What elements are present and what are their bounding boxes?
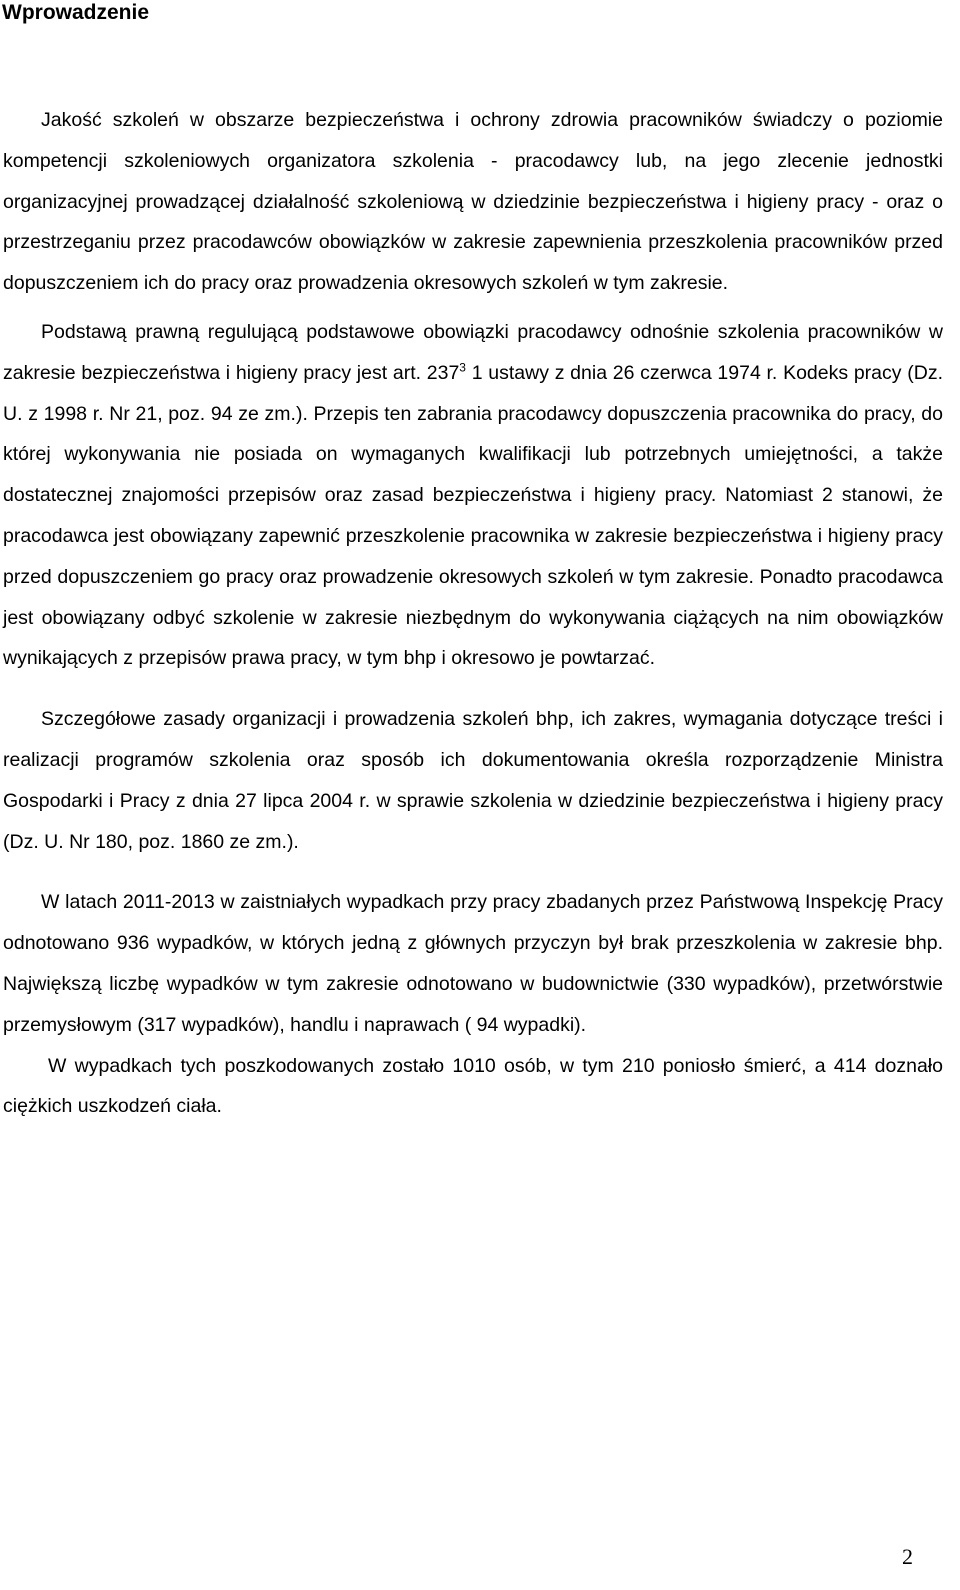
superscript-marker: 3	[459, 360, 466, 375]
document-body	[3, 100, 943, 1127]
paragraph-1: Jakość szkoleń w obszarze bezpieczeństwa i ochrony zdrowia pracowników świadczy o poziomie kompetencji szkoleniowych organizatora szkolenia - pracodawcy lub, na jego zlecenie jednostki organizacyjnej prowadzącej działalność szkoleniową w dziedzinie bezpieczeństwa i higieny pracy - oraz o przestrzeganiu przez pracodawców obowiązków w zakresie zapewnienia przeszkolenia pracowników przed dopuszczeniem ich do pracy oraz prowadzenia okresowych szkoleń w tym zakresie.	[3, 109, 943, 295]
paragraph-3: Szczegółowe zasady organizacji i prowadzenia szkoleń bhp, ich zakres, wymagania dotyczące treści i realizacji programów szkolenia oraz sposób ich dokumentowania określa rozporządzenie Ministra Gospodarki i Pracy z dnia 27 lipca 2004 r. w sprawie szkolenia w dziedzinie bezpieczeństwa i higieny pracy (Dz. U. Nr 180, poz. 1860 ze zm.).	[3, 708, 943, 853]
page-number: 2	[902, 1544, 913, 1569]
paragraph-2	[3, 312, 943, 679]
paragraph-4: W latach 2011-2013 w zaistniałych wypadkach przy pracy zbadanych przez Państwową Inspekcję Pracy odnotowano 936 wypadków, w których jedną z głównych przyczyn był brak przeszkolenia w zakresie bhp. Największą liczbę wypadków w tym zakresie odnotowano w budownictwie (330 wypadków), przetwórstwie przemysłowym (317 wypadków), handlu i naprawach ( 94 wypadki).	[3, 891, 943, 1036]
paragraph-2-text-after: 1 ustawy z dnia 26 czerwca 1974 r. Kodeks pracy (Dz. U. z 1998 r. Nr 21, poz. 94 ze zm.). Przepis ten zabrania pracodawcy dopuszczenia pracownika do pracy, do której wykonywania nie posiada on wymaganych kwalifikacji lub potrzebnych umiejętności, a także dostatecznej znajomości przepisów oraz zasad bezpieczeństwa i higieny pracy. Natomiast 2 stanowi, że pracodawca jest obowiązany zapewnić przeszkolenie pracownika w zakresie bezpieczeństwa i higieny pracy przed dopuszczeniem go pracy oraz prowadzenie okresowych szkoleń w tym zakresie. Ponadto pracodawca jest obowiązany odbyć szkolenie w zakresie niezbędnym do wykonywania ciążących na nim obowiązków wynikających z przepisów prawa pracy, w tym bhp i okresowo je powtarzać.	[3, 361, 943, 670]
page-title: Wprowadzenie	[2, 1, 150, 24]
paragraph-2-text-before: Podstawą prawną regulującą podstawowe obowiązki pracodawcy odnośnie szkolenia pracowników w zakresie bezpieczeństwa i higieny pracy jest art. 237	[3, 320, 943, 384]
paragraph-5: W wypadkach tych poszkodowanych zostało 1010 osób, w tym 210 poniosło śmierć, a 414 doznało ciężkich uszkodzeń ciała.	[3, 1054, 943, 1118]
